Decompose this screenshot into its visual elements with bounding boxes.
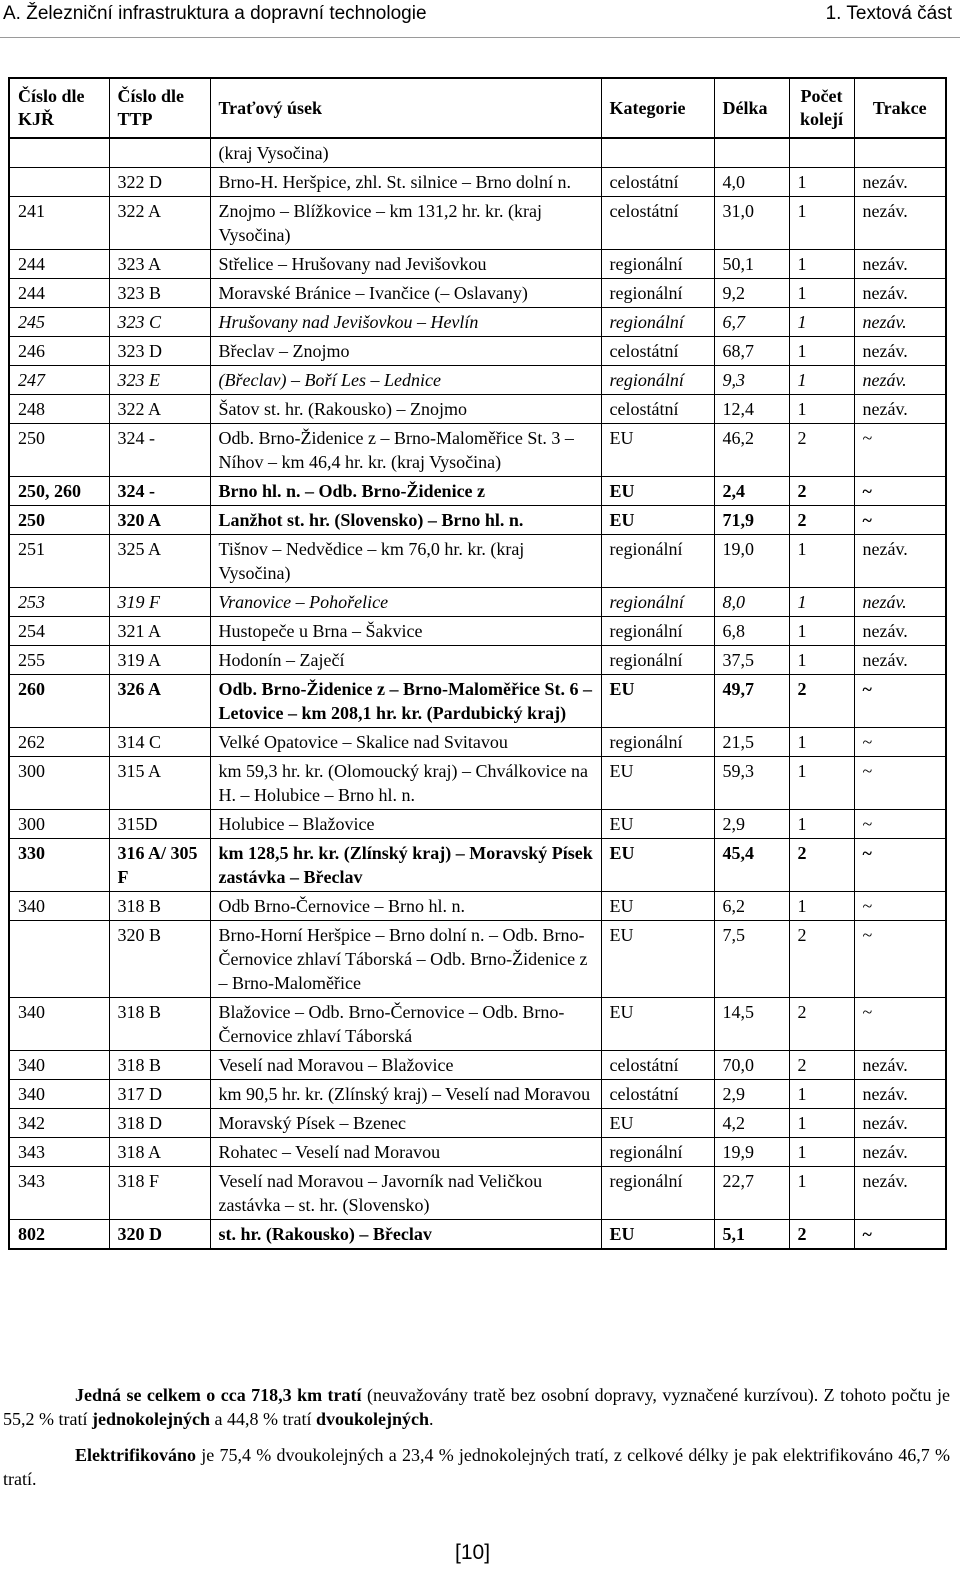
cell-pocet-koleji: 2 (789, 921, 854, 998)
cell-ttp (109, 138, 210, 168)
cell-pocet-koleji: 2 (789, 424, 854, 477)
col-header-pocet-koleji: Počet kolejí (789, 78, 854, 138)
cell-usek: Moravské Bránice – Ivančice (– Oslavany) (210, 279, 601, 308)
summary-text: (neuvažovány tratě bez osobní dopravy, vyznačené kurzívou). Z tohoto počtu je 55,2 % tratí (3, 1385, 950, 1429)
cell-kategorie: EU (601, 757, 714, 810)
table-row (9, 366, 946, 395)
cell-kategorie: celostátní (601, 395, 714, 424)
cell-kategorie: EU (601, 675, 714, 728)
cell-ttp: 322 A (109, 395, 210, 424)
cell-ttp: 324 - (109, 424, 210, 477)
cell-trakce: nezáv. (854, 279, 946, 308)
cell-usek: Odb Brno-Černovice – Brno hl. n. (210, 892, 601, 921)
cell-ttp: 323 A (109, 250, 210, 279)
table-row (9, 1220, 946, 1250)
cell-trakce: nezáv. (854, 1109, 946, 1138)
cell-trakce: nezáv. (854, 1051, 946, 1080)
col-header-trakce: Trakce (854, 78, 946, 138)
cell-ttp: 315 A (109, 757, 210, 810)
cell-pocet-koleji: 2 (789, 675, 854, 728)
cell-trakce: nezáv. (854, 646, 946, 675)
cell-usek: (kraj Vysočina) (210, 138, 601, 168)
table-row (9, 1167, 946, 1220)
cell-trakce: nezáv. (854, 250, 946, 279)
cell-ttp: 317 D (109, 1080, 210, 1109)
cell-kategorie: EU (601, 921, 714, 998)
table-body (9, 138, 946, 1249)
cell-kategorie: regionální (601, 617, 714, 646)
cell-delka: 9,3 (714, 366, 789, 395)
cell-pocet-koleji: 1 (789, 337, 854, 366)
cell-delka: 49,7 (714, 675, 789, 728)
cell-pocet-koleji: 1 (789, 395, 854, 424)
cell-usek: Moravský Písek – Bzenec (210, 1109, 601, 1138)
cell-trakce: ~ (854, 839, 946, 892)
table-row (9, 1080, 946, 1109)
cell-trakce: nezáv. (854, 366, 946, 395)
section-title: 1. Textová část (825, 3, 952, 24)
cell-trakce: nezáv. (854, 395, 946, 424)
cell-kategorie: EU (601, 506, 714, 535)
cell-kategorie (601, 138, 714, 168)
table-row (9, 1109, 946, 1138)
cell-delka: 4,2 (714, 1109, 789, 1138)
cell-trakce: ~ (854, 998, 946, 1051)
cell-usek: Blažovice – Odb. Brno-Černovice – Odb. Brno-Černovice zhlaví Táborská (210, 998, 601, 1051)
table-row (9, 424, 946, 477)
summary-paragraph-1 (3, 1383, 950, 1431)
cell-usek: Vranovice – Pohořelice (210, 588, 601, 617)
cell-usek: Hustopeče u Brna – Šakvice (210, 617, 601, 646)
cell-kategorie: regionální (601, 535, 714, 588)
table-row (9, 921, 946, 998)
cell-kjr: 300 (9, 757, 109, 810)
cell-trakce: nezáv. (854, 1167, 946, 1220)
table-row (9, 892, 946, 921)
cell-trakce: nezáv. (854, 168, 946, 197)
cell-trakce: ~ (854, 728, 946, 757)
table-row (9, 1051, 946, 1080)
cell-kjr: 244 (9, 250, 109, 279)
summary-text: a 44,8 % tratí (210, 1409, 316, 1429)
page-header (0, 0, 960, 40)
table-row (9, 535, 946, 588)
summary-text: . (429, 1409, 434, 1429)
cell-usek: (Břeclav) – Boří Les – Lednice (210, 366, 601, 395)
cell-usek: Brno hl. n. – Odb. Brno-Židenice z (210, 477, 601, 506)
cell-kategorie: EU (601, 477, 714, 506)
cell-pocet-koleji: 1 (789, 617, 854, 646)
cell-delka: 46,2 (714, 424, 789, 477)
cell-trakce: ~ (854, 675, 946, 728)
table-row (9, 337, 946, 366)
page-number: [10] (455, 1541, 491, 1564)
cell-kjr: 802 (9, 1220, 109, 1250)
cell-kjr: 241 (9, 197, 109, 250)
cell-kjr: 340 (9, 1051, 109, 1080)
cell-ttp: 323 B (109, 279, 210, 308)
cell-ttp: 320 D (109, 1220, 210, 1250)
cell-ttp: 318 D (109, 1109, 210, 1138)
cell-ttp: 326 A (109, 675, 210, 728)
cell-usek: Břeclav – Znojmo (210, 337, 601, 366)
cell-pocet-koleji: 1 (789, 1138, 854, 1167)
cell-kategorie: EU (601, 810, 714, 839)
cell-kategorie: regionální (601, 308, 714, 337)
cell-usek: Veselí nad Moravou – Blažovice (210, 1051, 601, 1080)
cell-pocet-koleji: 1 (789, 1109, 854, 1138)
document-title: A. Železniční infrastruktura a dopravní technologie (3, 3, 427, 24)
cell-kjr: 250 (9, 506, 109, 535)
cell-kjr (9, 168, 109, 197)
cell-trakce: ~ (854, 506, 946, 535)
col-header-kategorie: Kategorie (601, 78, 714, 138)
cell-delka: 6,2 (714, 892, 789, 921)
summary-paragraph-2 (3, 1443, 950, 1491)
cell-delka: 4,0 (714, 168, 789, 197)
cell-pocet-koleji: 2 (789, 477, 854, 506)
cell-usek: Brno-H. Heršpice, zhl. St. silnice – Brno dolní n. (210, 168, 601, 197)
cell-delka (714, 138, 789, 168)
cell-pocet-koleji: 1 (789, 810, 854, 839)
cell-delka: 7,5 (714, 921, 789, 998)
cell-usek: Velké Opatovice – Skalice nad Svitavou (210, 728, 601, 757)
cell-kjr: 300 (9, 810, 109, 839)
table-row (9, 839, 946, 892)
cell-usek: Lanžhot st. hr. (Slovensko) – Brno hl. n. (210, 506, 601, 535)
cell-delka: 37,5 (714, 646, 789, 675)
cell-kategorie: celostátní (601, 1080, 714, 1109)
cell-pocet-koleji: 1 (789, 279, 854, 308)
cell-ttp: 321 A (109, 617, 210, 646)
cell-kjr (9, 138, 109, 168)
cell-delka: 19,0 (714, 535, 789, 588)
cell-ttp: 318 B (109, 892, 210, 921)
cell-ttp: 323 D (109, 337, 210, 366)
cell-kategorie: EU (601, 1220, 714, 1250)
table-row (9, 728, 946, 757)
table-row (9, 138, 946, 168)
cell-pocet-koleji: 1 (789, 1167, 854, 1220)
cell-usek: Holubice – Blažovice (210, 810, 601, 839)
cell-kjr: 255 (9, 646, 109, 675)
cell-ttp: 322 D (109, 168, 210, 197)
cell-delka: 31,0 (714, 197, 789, 250)
cell-delka: 9,2 (714, 279, 789, 308)
table-header-row (9, 78, 946, 138)
cell-ttp: 323 E (109, 366, 210, 395)
header-divider (0, 37, 960, 38)
cell-delka: 6,8 (714, 617, 789, 646)
cell-usek: Rohatec – Veselí nad Moravou (210, 1138, 601, 1167)
cell-pocet-koleji: 1 (789, 1080, 854, 1109)
table-row (9, 810, 946, 839)
cell-ttp: 318 A (109, 1138, 210, 1167)
cell-usek: Brno-Horní Heršpice – Brno dolní n. – Odb. Brno-Černovice zhlaví Táborská – Odb. Brno-Židenice z – Brno-Maloměřice (210, 921, 601, 998)
cell-kjr: 248 (9, 395, 109, 424)
cell-usek: Hodonín – Zaječí (210, 646, 601, 675)
table-row (9, 168, 946, 197)
cell-kjr: 246 (9, 337, 109, 366)
table-row (9, 279, 946, 308)
cell-pocet-koleji: 1 (789, 366, 854, 395)
summary-total: Jedná se celkem o cca 718,3 km tratí (75, 1385, 362, 1405)
cell-kjr: 340 (9, 998, 109, 1051)
cell-kjr: 343 (9, 1167, 109, 1220)
cell-delka: 8,0 (714, 588, 789, 617)
cell-kategorie: celostátní (601, 1051, 714, 1080)
table-row (9, 477, 946, 506)
cell-delka: 12,4 (714, 395, 789, 424)
cell-pocet-koleji: 1 (789, 757, 854, 810)
cell-pocet-koleji: 1 (789, 892, 854, 921)
cell-kategorie: regionální (601, 1167, 714, 1220)
cell-kategorie: regionální (601, 728, 714, 757)
cell-usek: Tišnov – Nedvědice – km 76,0 hr. kr. (kraj Vysočina) (210, 535, 601, 588)
cell-delka: 50,1 (714, 250, 789, 279)
cell-trakce: ~ (854, 810, 946, 839)
cell-kjr: 253 (9, 588, 109, 617)
cell-delka: 6,7 (714, 308, 789, 337)
table-row (9, 588, 946, 617)
cell-kjr (9, 921, 109, 998)
cell-kjr: 245 (9, 308, 109, 337)
cell-ttp: 318 F (109, 1167, 210, 1220)
cell-kategorie: regionální (601, 588, 714, 617)
summary-single-track: jednokolejných (91, 1409, 210, 1429)
col-header-delka: Délka (714, 78, 789, 138)
cell-kjr: 340 (9, 1080, 109, 1109)
cell-kjr: 340 (9, 892, 109, 921)
cell-trakce: nezáv. (854, 1138, 946, 1167)
cell-trakce: nezáv. (854, 197, 946, 250)
cell-usek: km 128,5 hr. kr. (Zlínský kraj) – Moravský Písek zastávka – Břeclav (210, 839, 601, 892)
cell-delka: 5,1 (714, 1220, 789, 1250)
cell-delka: 70,0 (714, 1051, 789, 1080)
col-header-usek: Traťový úsek (210, 78, 601, 138)
cell-pocet-koleji: 1 (789, 646, 854, 675)
cell-usek: Hrušovany nad Jevišovkou – Hevlín (210, 308, 601, 337)
table-row (9, 617, 946, 646)
table-row (9, 308, 946, 337)
cell-ttp: 318 B (109, 1051, 210, 1080)
cell-ttp: 314 C (109, 728, 210, 757)
cell-usek: Znojmo – Blížkovice – km 131,2 hr. kr. (kraj Vysočina) (210, 197, 601, 250)
cell-kategorie: regionální (601, 279, 714, 308)
cell-pocet-koleji: 2 (789, 1220, 854, 1250)
cell-kjr: 262 (9, 728, 109, 757)
cell-kategorie: EU (601, 998, 714, 1051)
cell-trakce: nezáv. (854, 1080, 946, 1109)
cell-pocet-koleji: 1 (789, 308, 854, 337)
table-row (9, 395, 946, 424)
col-header-kjr: Číslo dle KJŘ (9, 78, 109, 138)
cell-usek: Veselí nad Moravou – Javorník nad Veličkou zastávka – st. hr. (Slovensko) (210, 1167, 601, 1220)
table-row (9, 1138, 946, 1167)
cell-delka: 19,9 (714, 1138, 789, 1167)
cell-kjr: 260 (9, 675, 109, 728)
cell-ttp: 316 A/ 305 F (109, 839, 210, 892)
cell-pocet-koleji: 2 (789, 1051, 854, 1080)
cell-kjr: 244 (9, 279, 109, 308)
cell-trakce: ~ (854, 921, 946, 998)
cell-ttp: 323 C (109, 308, 210, 337)
cell-trakce: ~ (854, 1220, 946, 1250)
cell-trakce (854, 138, 946, 168)
cell-usek: st. hr. (Rakousko) – Břeclav (210, 1220, 601, 1250)
cell-pocet-koleji: 1 (789, 250, 854, 279)
cell-kjr: 250, 260 (9, 477, 109, 506)
cell-delka: 21,5 (714, 728, 789, 757)
cell-delka: 2,9 (714, 810, 789, 839)
cell-trakce: ~ (854, 892, 946, 921)
cell-ttp: 319 A (109, 646, 210, 675)
cell-trakce: nezáv. (854, 617, 946, 646)
cell-delka: 14,5 (714, 998, 789, 1051)
cell-trakce: ~ (854, 757, 946, 810)
cell-trakce: nezáv. (854, 337, 946, 366)
cell-ttp: 320 B (109, 921, 210, 998)
table-row (9, 998, 946, 1051)
cell-kategorie: celostátní (601, 168, 714, 197)
cell-delka: 71,9 (714, 506, 789, 535)
summary-text: je 75,4 % dvoukolejných a 23,4 % jednokolejných tratí, z celkové délky je pak elektrifikováno 46,7 % tratí. (3, 1445, 950, 1489)
cell-usek: Střelice – Hrušovany nad Jevišovkou (210, 250, 601, 279)
cell-trakce: nezáv. (854, 535, 946, 588)
cell-trakce: ~ (854, 424, 946, 477)
cell-pocet-koleji: 1 (789, 197, 854, 250)
cell-usek: km 59,3 hr. kr. (Olomoucký kraj) – Chválkovice na H. – Holubice – Brno hl. n. (210, 757, 601, 810)
cell-usek: km 90,5 hr. kr. (Zlínský kraj) – Veselí nad Moravou (210, 1080, 601, 1109)
summary-double-track: dvoukolejných (315, 1409, 430, 1429)
cell-pocet-koleji: 2 (789, 998, 854, 1051)
cell-pocet-koleji: 1 (789, 588, 854, 617)
cell-kategorie: regionální (601, 366, 714, 395)
cell-ttp: 319 F (109, 588, 210, 617)
cell-kategorie: regionální (601, 250, 714, 279)
cell-delka: 2,4 (714, 477, 789, 506)
cell-delka: 45,4 (714, 839, 789, 892)
cell-ttp: 320 A (109, 506, 210, 535)
cell-kjr: 251 (9, 535, 109, 588)
cell-kategorie: EU (601, 892, 714, 921)
cell-kategorie: EU (601, 1109, 714, 1138)
cell-kategorie: regionální (601, 1138, 714, 1167)
cell-delka: 59,3 (714, 757, 789, 810)
cell-usek: Odb. Brno-Židenice z – Brno-Maloměřice St. 3 – Níhov – km 46,4 hr. kr. (kraj Vysočina) (210, 424, 601, 477)
cell-pocet-koleji: 2 (789, 506, 854, 535)
cell-ttp: 315D (109, 810, 210, 839)
cell-delka: 22,7 (714, 1167, 789, 1220)
table-row (9, 757, 946, 810)
cell-delka: 2,9 (714, 1080, 789, 1109)
table-row (9, 646, 946, 675)
cell-pocet-koleji: 1 (789, 535, 854, 588)
cell-kategorie: celostátní (601, 337, 714, 366)
cell-kategorie: celostátní (601, 197, 714, 250)
cell-kjr: 254 (9, 617, 109, 646)
col-header-ttp: Číslo dle TTP (109, 78, 210, 138)
table-row (9, 675, 946, 728)
cell-kategorie: EU (601, 839, 714, 892)
cell-pocet-koleji: 2 (789, 839, 854, 892)
cell-trakce: ~ (854, 477, 946, 506)
cell-ttp: 324 - (109, 477, 210, 506)
cell-kategorie: regionální (601, 646, 714, 675)
cell-trakce: nezáv. (854, 308, 946, 337)
cell-delka: 68,7 (714, 337, 789, 366)
railway-table (8, 77, 947, 1250)
cell-kjr: 247 (9, 366, 109, 395)
table-row (9, 506, 946, 535)
cell-kjr: 342 (9, 1109, 109, 1138)
table-row (9, 197, 946, 250)
cell-trakce: nezáv. (854, 588, 946, 617)
cell-ttp: 318 B (109, 998, 210, 1051)
cell-usek: Odb. Brno-Židenice z – Brno-Maloměřice St. 6 – Letovice – km 208,1 hr. kr. (Pardubický kraj) (210, 675, 601, 728)
cell-pocet-koleji: 1 (789, 168, 854, 197)
summary-electrified: Elektrifikováno (75, 1445, 197, 1465)
cell-ttp: 325 A (109, 535, 210, 588)
cell-usek: Šatov st. hr. (Rakousko) – Znojmo (210, 395, 601, 424)
cell-ttp: 322 A (109, 197, 210, 250)
cell-kjr: 250 (9, 424, 109, 477)
table-row (9, 250, 946, 279)
cell-kategorie: EU (601, 424, 714, 477)
cell-kjr: 330 (9, 839, 109, 892)
cell-kjr: 343 (9, 1138, 109, 1167)
cell-pocet-koleji: 1 (789, 728, 854, 757)
cell-pocet-koleji (789, 138, 854, 168)
